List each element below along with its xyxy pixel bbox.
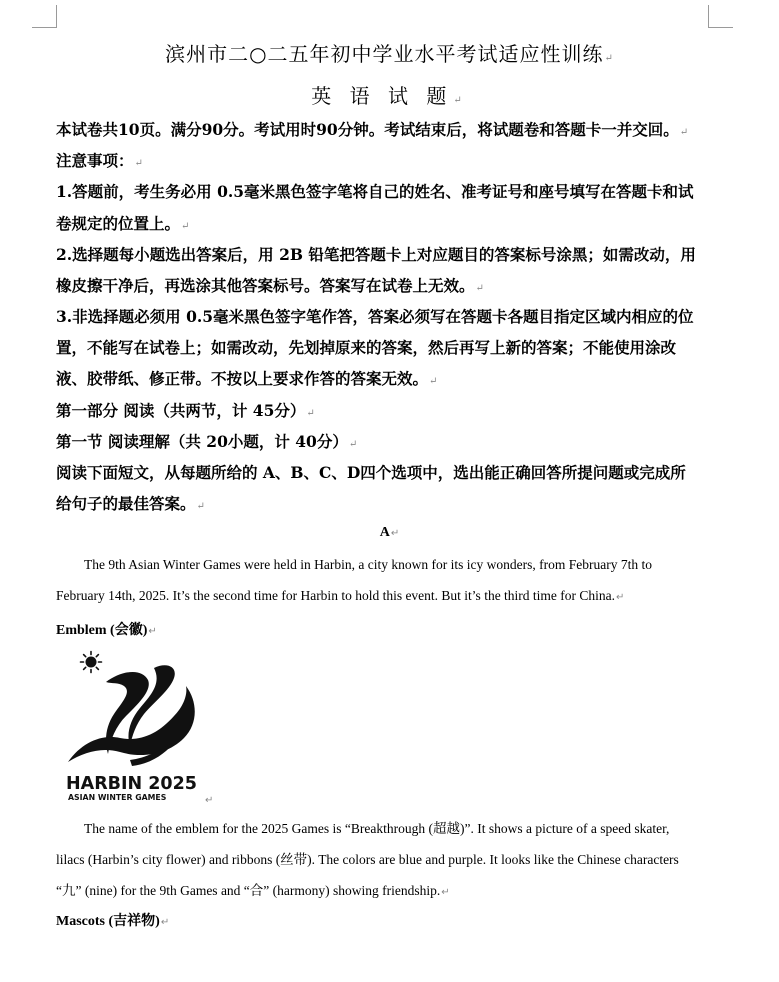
mascots-heading: Mascots (吉祥物)↵ [56,914,170,929]
logo-title-text: HARBIN 2025 [66,774,197,794]
crop-mark-top-right [708,5,733,28]
paragraph-mark: ↵ [205,795,214,806]
notice-line: 液、胶带纸、修正带。不按以上要求作答的答案无效。↵ [56,369,438,388]
notice-line: 橡皮擦干净后，再选涂其他答案标号。答案写在试卷上无效。↵ [56,276,484,295]
harbin-2025-emblem-logo [62,650,212,802]
passage-label: A↵ [379,525,400,540]
passage-text-line: lilacs (Harbin’s city flower) and ribbons (丝带). The colors are blue and purple. It looks like the Chinese characters [56,852,679,867]
notice-line: 3.非选择题必须用 0.5毫米黑色签字笔作答，答案必须写在答题卡各题目指定区域内相应的位 [56,307,694,326]
exam-title: 滨州市二○二五年初中学业水平考试适应性训练↵ [165,42,614,66]
notice-line: 置，不能写在试卷上；如需改动，先划掉原来的答案，然后再写上新的答案；不能使用涂改 [56,338,677,357]
crop-mark-top-left [32,5,57,28]
instruction-line: 阅读下面短文，从每题所给的 A、B、C、D四个选项中，选出能正确回答所提问题或完成所 [56,463,686,482]
intro-line: 本试卷共10页。满分90分。考试用时90分钟。考试结束后，将试题卷和答题卡一并交回。↵ [56,120,689,139]
passage-text-line: “九” (nine) for the 9th Games and “合” (harmony) showing friendship.↵ [56,883,450,898]
logo-subtitle-text: ASIAN WINTER GAMES [68,793,167,802]
exam-subtitle: 英 语 试 题↵ [311,84,468,108]
notice-line: 1.答题前，考生务必用 0.5毫米黑色签字笔将自己的姓名、准考证号和座号填写在答题卡和试 [56,182,694,201]
sun-icon [81,652,102,673]
instruction-line: 给句子的最佳答案。↵ [56,494,205,513]
section-one-heading: 第一节 阅读理解（共 20小题，计 40分）↵ [56,432,358,451]
skater-ribbon-shape [68,665,195,766]
part-one-heading: 第一部分 阅读（共两节，计 45分）↵ [56,401,315,420]
passage-text-line: The name of the emblem for the 2025 Games is “Breakthrough (超越)”. It shows a picture of a speed skater, [84,821,670,836]
notice-line: 2.选择题每小题选出答案后，用 2B 铅笔把答题卡上对应题目的答案标号涂黑；如需改动，用 [56,245,696,264]
notice-heading: 注意事项：↵ [56,151,143,170]
passage-text-line: February 14th, 2025. It’s the second time for Harbin to hold this event. But it’s the third time for China.↵ [56,588,625,603]
emblem-heading: Emblem (会徽)↵ [56,623,157,638]
passage-text-line: The 9th Asian Winter Games were held in Harbin, a city known for its icy wonders, from February 7th to [84,557,652,572]
notice-line: 卷规定的位置上。↵ [56,214,190,233]
